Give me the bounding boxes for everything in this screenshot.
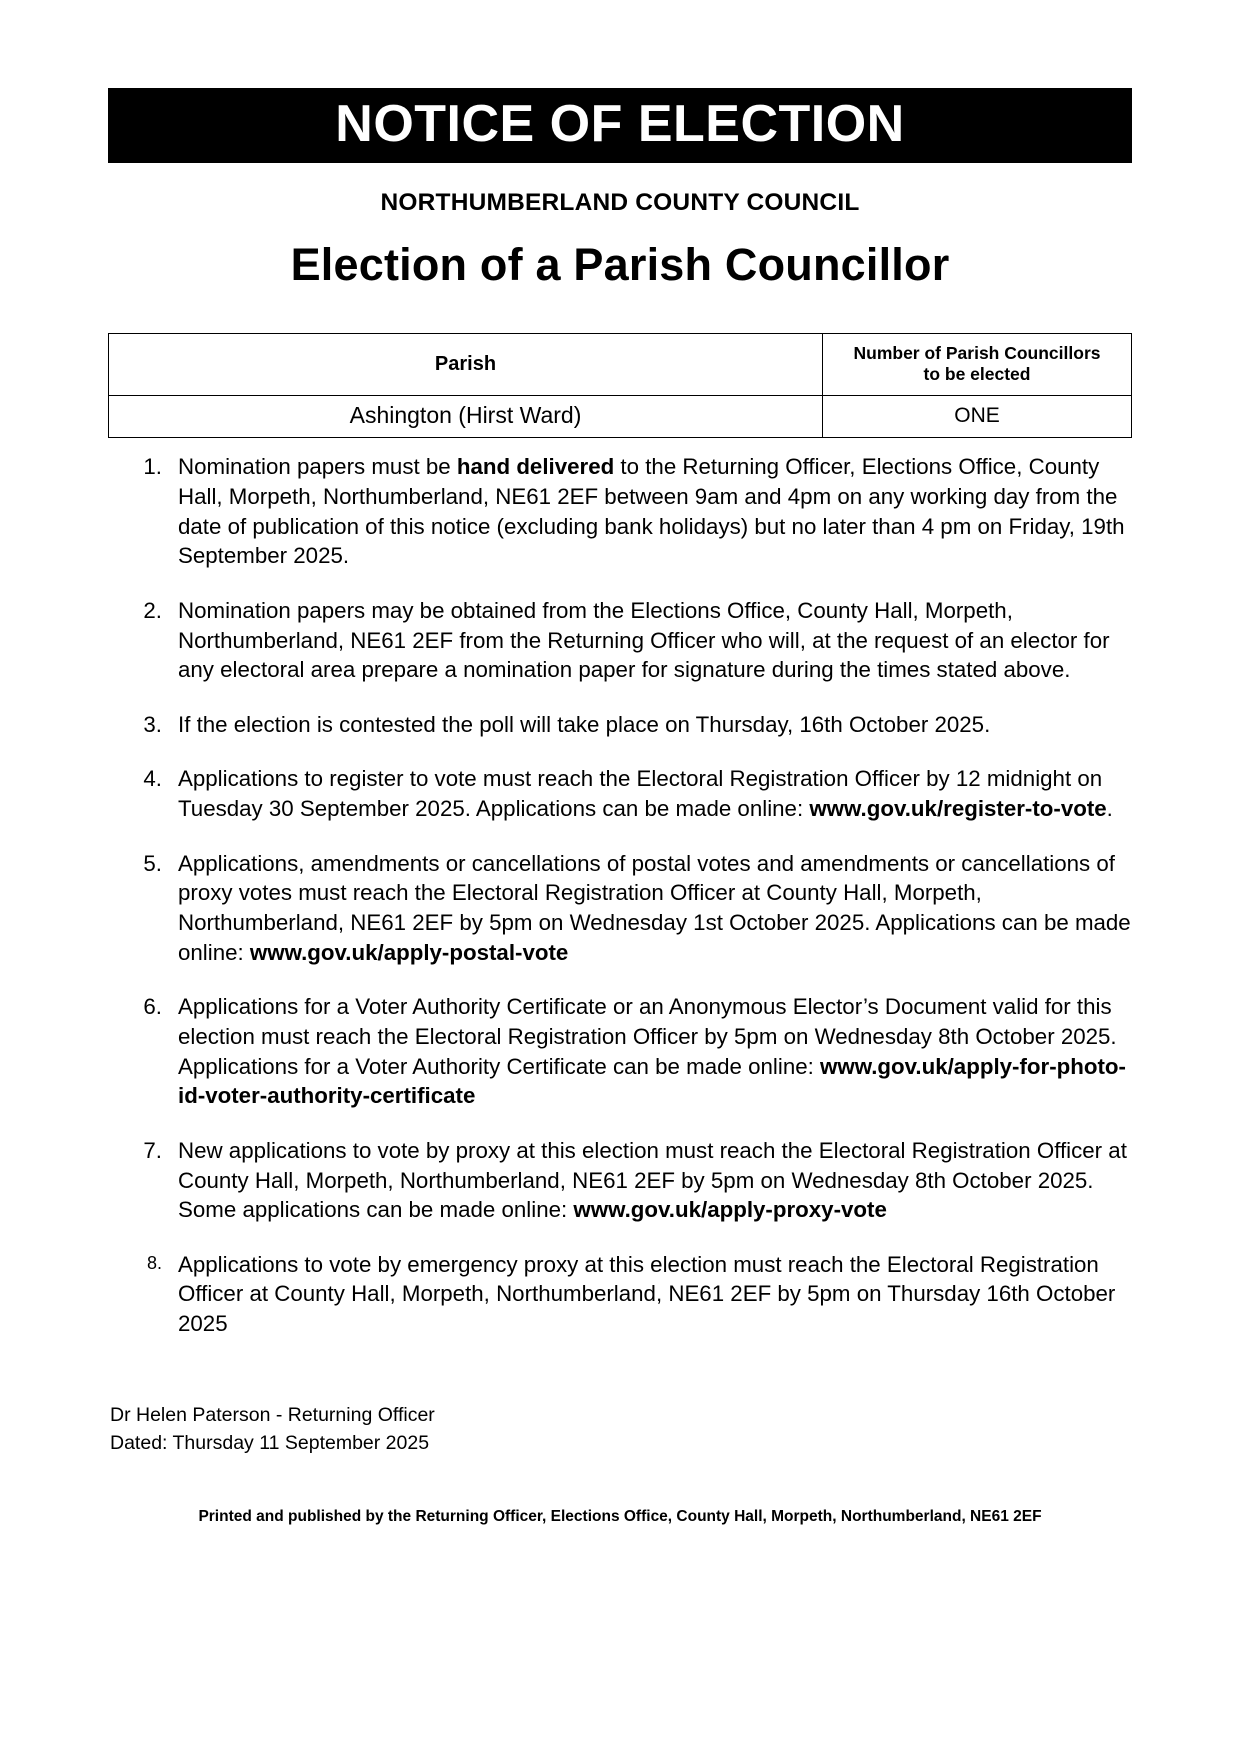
table-header-parish xyxy=(109,333,823,396)
parish-name: Ashington (Hirst Ward) xyxy=(349,402,582,429)
note-text-part: Applications, amendments or cancellations of postal votes and amendments or cancellations of proxy votes must reach the Electoral Registration Officer at County Hall, Morpeth, Northumberland, NE61 2EF by 5pm on Wednesday 1st October 2025. Applications can be made online: xyxy=(178,850,1131,965)
note-text xyxy=(178,712,990,737)
table-header-count-line2: to be elected xyxy=(923,364,1031,385)
note-item xyxy=(108,849,1132,968)
note-item xyxy=(108,1250,1132,1339)
returning-officer-name: Dr Helen Paterson - Returning Officer xyxy=(110,1404,435,1426)
note-emphasis: hand delivered xyxy=(456,454,615,480)
note-emphasis: www.gov.uk/apply-proxy-vote xyxy=(573,1197,887,1223)
table-cell-count xyxy=(823,396,1132,438)
document-footer: Printed and published by the Returning Officer, Elections Office, County Hall, Morpeth, Northumberland, NE61 2EF xyxy=(198,1508,1042,1525)
table-header-row xyxy=(109,333,1132,396)
note-text-part: Applications for a Voter Authority Certificate or an Anonymous Elector’s Document valid for this election must reach the Electoral Registration Officer by 5pm on Wednesday 8th October 2025. Applications for a Voter Authority Certificate can be made online: xyxy=(178,994,1117,1079)
note-item xyxy=(108,1136,1132,1225)
table-cell-parish xyxy=(109,396,823,438)
note-text-part: to the Returning Officer, Elections Office, County Hall, Morpeth, Northumberland, NE61 2EF between 9am and 4pm on any working day from the date of publication of this notice (excluding bank holidays) but no later than 4 pm on Friday, 19th September 2025. xyxy=(178,454,1125,569)
note-number: 7. xyxy=(143,1137,162,1163)
table-header-count-label xyxy=(823,334,1131,396)
note-text xyxy=(178,454,1125,568)
table-body xyxy=(109,396,1132,438)
note-text xyxy=(178,994,1126,1108)
note-text xyxy=(178,766,1113,821)
note-emphasis: www.gov.uk/apply-for-photo-id-voter-authority-certificate xyxy=(178,1053,1126,1109)
table-header-count-line1: Number of Parish Councillors xyxy=(853,342,1101,363)
note-number: 4. xyxy=(143,766,162,792)
note-item xyxy=(108,710,1132,740)
parish-table xyxy=(108,333,1132,439)
note-number: 8. xyxy=(146,1252,162,1273)
note-text-part: Nomination papers may be obtained from the Elections Office, County Hall, Morpeth, Northumberland, NE61 2EF from the Returning Officer who will, at the request of an elector for any electoral area prepare a nomination paper for signature during the times stated above. xyxy=(178,597,1110,683)
councillor-count: ONE xyxy=(954,403,1000,427)
note-text-part: Applications to vote by emergency proxy at this election must reach the Electoral Registration Officer at County Hall, Morpeth, Northumberland, NE61 2EF by 5pm on Thursday 16th October 2025 xyxy=(178,1251,1116,1337)
note-text-part: New applications to vote by proxy at this election must reach the Electoral Registration Officer at County Hall, Morpeth, Northumberland, NE61 2EF by 5pm on Wednesday 8th October 2025. Some applications can be made online: xyxy=(178,1137,1127,1223)
note-emphasis: www.gov.uk/register-to-vote xyxy=(809,796,1107,822)
note-number: 6. xyxy=(143,994,162,1020)
note-text-part: Applications to register to vote must reach the Electoral Registration Officer by 12 midnight on Tuesday 30 September 2025. Applications can be made online: xyxy=(178,766,1103,822)
table-header-count xyxy=(823,333,1132,396)
table-row xyxy=(109,396,1132,438)
returning-officer-signature-block xyxy=(110,1402,435,1457)
table-header-parish-label: Parish xyxy=(434,352,497,375)
note-text xyxy=(178,851,1131,965)
note-text-part: Nomination papers must be xyxy=(178,454,457,480)
note-item xyxy=(108,596,1132,685)
document-content xyxy=(108,0,1132,1364)
note-text xyxy=(178,1252,1115,1336)
note-text-part: . xyxy=(1106,796,1113,822)
note-item xyxy=(108,452,1132,571)
notes-list xyxy=(108,452,1132,1338)
note-text xyxy=(178,598,1110,682)
note-text-part: If the election is contested the poll will take place on Thursday, 16th October 2025. xyxy=(178,711,991,737)
note-item xyxy=(108,992,1132,1111)
note-number: 5. xyxy=(143,850,162,876)
note-text xyxy=(178,1138,1127,1222)
note-number: 2. xyxy=(143,597,162,623)
notice-banner-title: NOTICE OF ELECTION xyxy=(108,88,1132,163)
page-title: Election of a Parish Councillor xyxy=(290,238,950,290)
notice-date: Dated: Thursday 11 September 2025 xyxy=(110,1431,430,1454)
council-name: NORTHUMBERLAND COUNTY COUNCIL xyxy=(380,188,860,216)
note-emphasis: www.gov.uk/apply-postal-vote xyxy=(249,939,569,965)
note-number: 3. xyxy=(143,711,162,737)
note-item xyxy=(108,764,1132,823)
note-number: 1. xyxy=(143,454,162,480)
